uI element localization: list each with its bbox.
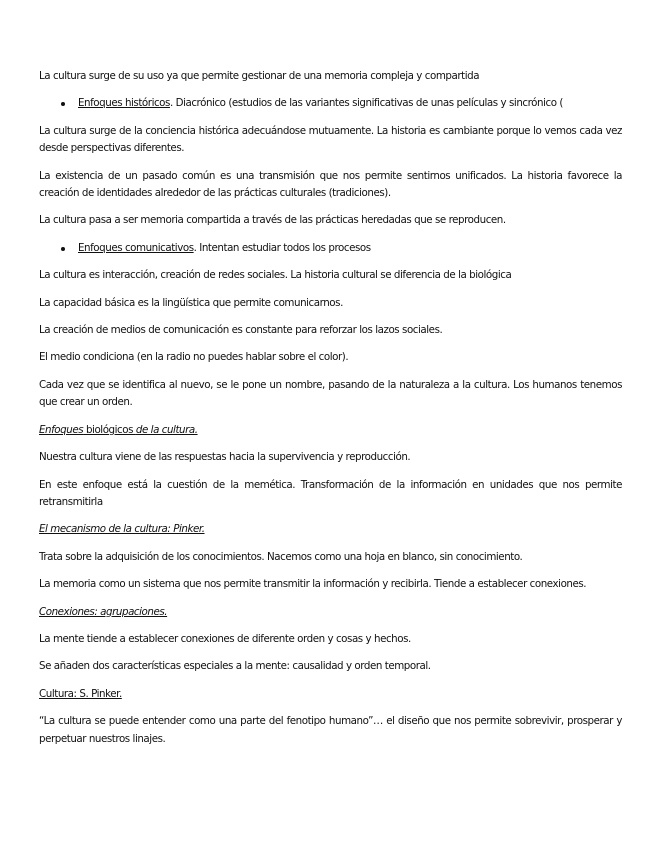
heading-enfoques-biologicos bbox=[39, 422, 622, 439]
bullet-heading-historicos: Enfoques históricos bbox=[78, 97, 170, 110]
paragraph-causalidad: Se añaden dos características especiales a la mente: causalidad y orden temporal. bbox=[39, 660, 431, 673]
bullet-enfoques-comunicativos bbox=[39, 240, 622, 257]
paragraph-mente-conexiones: La mente tiende a establecer conexiones de diferente orden y cosas y hechos. bbox=[39, 632, 411, 645]
paragraph-cita-pinker: “La cultura se puede entender como una parte del fenotipo humano”… el diseño que nos permite sobrevivir, prosperar y perpetuar nuestros linajes. bbox=[39, 715, 622, 745]
bullet-enfoques-historicos bbox=[39, 95, 622, 112]
heading-biologicos-part1: Enfoques bbox=[39, 423, 84, 436]
paragraph-crear-orden: Cada vez que se identifica al nuevo, se le pone un nombre, pasando de la naturaleza a la cultura. Los humanos tenemos que crear un orden. bbox=[39, 378, 622, 409]
paragraph-memoria-sistema: La memoria como un sistema que nos permite transmitir la información y recibirla. Tiende a establecer conexiones. bbox=[39, 578, 587, 591]
paragraph-adquisicion: Trata sobre la adquisición de los conocimientos. Nacemos como una hoja en blanco, sin conocimiento. bbox=[39, 550, 523, 563]
heading-conexiones: Conexiones: agrupaciones. bbox=[39, 605, 168, 618]
heading-biologicos-part2: biológicos bbox=[83, 423, 136, 436]
paragraph-memoria-compartida: La cultura pasa a ser memoria compartida a través de las prácticas heredadas que se reproducen. bbox=[39, 214, 506, 227]
paragraph-supervivencia: Nuestra cultura viene de las respuestas hacia la supervivencia y reproducción. bbox=[39, 451, 411, 464]
paragraph-medios-comunicacion: La creación de medios de comunicación es constante para reforzar los lazos sociales. bbox=[39, 324, 443, 337]
paragraph-cultura-uso: La cultura surge de su uso ya que permite gestionar de una memoria compleja y compartida bbox=[39, 70, 480, 82]
paragraph-pasado-comun: La existencia de un pasado común es una transmisión que nos permite sentirnos unificados. La historia favorece la creación de identidades alrededor de las prácticas culturales (tradiciones). bbox=[39, 169, 622, 200]
paragraph-conciencia-historica: La cultura surge de la conciencia histórica adecuándose mutuamente. La historia es cambiante porque lo vemos cada vez desde perspectivas diferentes. bbox=[39, 124, 622, 155]
heading-biologicos-part3: de la cultura. bbox=[135, 423, 198, 436]
paragraph-medio-condiciona: El medio condiciona (en la radio no puedes hablar sobre el color). bbox=[39, 351, 349, 364]
paragraph-capacidad-linguistica: La capacidad básica es la lingüística que permite comunicarnos. bbox=[39, 296, 343, 309]
heading-cultura-pinker: Cultura: S. Pinker. bbox=[39, 687, 122, 700]
bullet-heading-comunicativos: Enfoques comunicativos bbox=[78, 241, 194, 254]
bullet-text-historicos: . Diacrónico (estudios de las variantes significativas de unas películas y sincrónico ( bbox=[169, 97, 563, 110]
paragraph-memetica: En este enfoque está la cuestión de la memética. Transformación de la información en unidades que nos permite retransmitirla bbox=[39, 478, 622, 508]
bullet-text-comunicativos: . Intentan estudiar todos los procesos bbox=[193, 241, 371, 254]
paragraph-interaccion: La cultura es interacción, creación de redes sociales. La historia cultural se diferencia de la biológica bbox=[39, 269, 512, 282]
heading-mecanismo-cultura: El mecanismo de la cultura: Pinker. bbox=[39, 523, 205, 536]
